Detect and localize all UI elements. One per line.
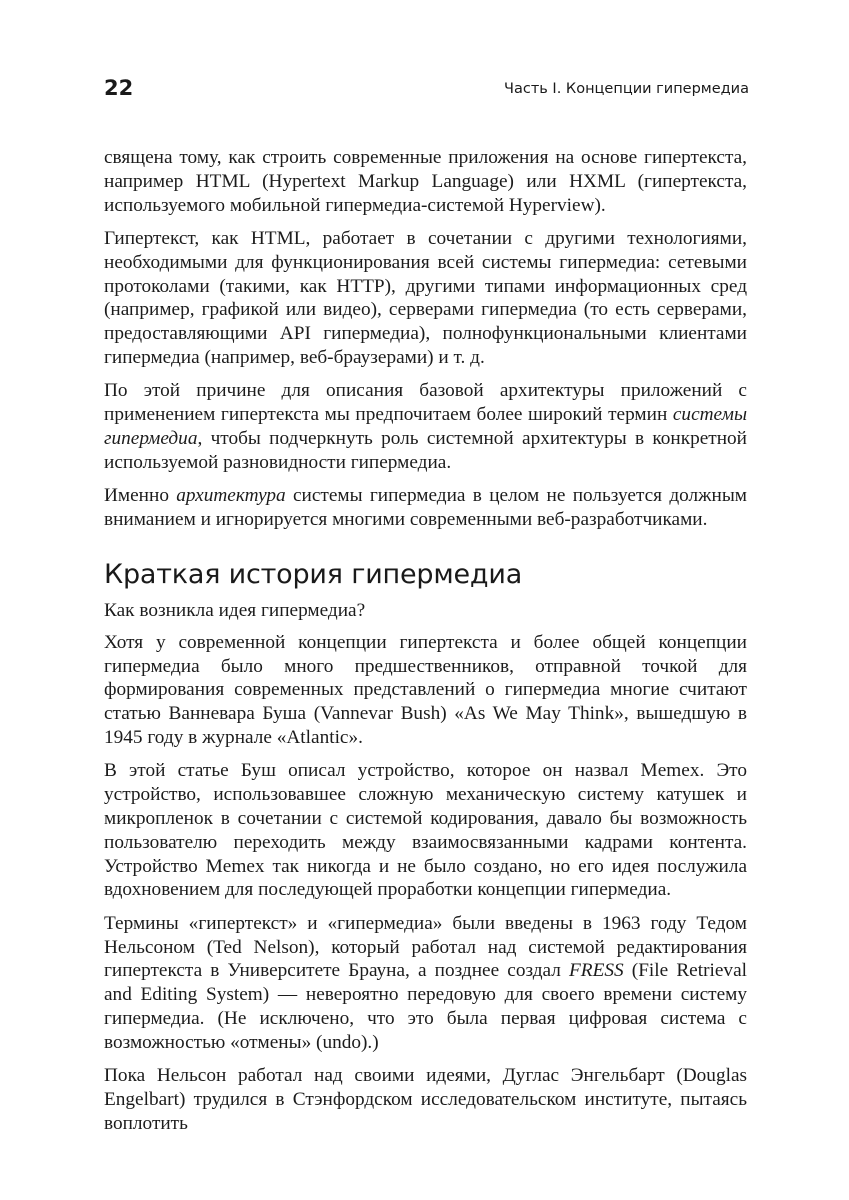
paragraph: В этой статье Буш описал устройство, которое он назвал Memex. Это устройство, использовавшее сложную механическую систему катушек и микропленок в сочетании с системой кодирования, давало бы возможность пользователю переходить между взаимосвязанными кадрами контента. Устройство Memex так никогда и не было создано, но его идея послужила вдохновением для последующей проработки концепции гипермедиа. <box>104 760 747 901</box>
paragraph-text: , чтобы подчеркнуть роль системной архитектуры в конкретной используемой разновидности гипермедиа. <box>104 427 747 473</box>
paragraph <box>104 379 747 474</box>
paragraph: Гипертекст, как HTML, работает в сочетании с другими технологиями, необходимыми для функционирования всей системы гипермедиа: сетевыми протоколами (такими, как HTTP), другими типами информационных сред (например, графикой или видео), серверами гипермедиа (то есть серверами, предоставляющими API гипермедиа), полнофункциональными клиентами гипермедиа (например, веб-браузерами) и т. д. <box>104 227 747 368</box>
page-number: 22 <box>104 76 134 100</box>
paragraph-text: Именно <box>104 485 177 507</box>
page-header <box>104 74 749 104</box>
running-head: Часть I. Концепции гипермедиа <box>504 81 749 97</box>
intro-text <box>104 146 747 532</box>
paragraph: священа тому, как строить современные приложения на основе гипертекста, например HTML (Hypertext Markup Language) или HXML (гипертекста, используемого мобильной гипермедиа-системой Hyperview). <box>104 147 747 216</box>
paragraph-text: Термины «гипертекст» и «гипермедиа» были введены в 1963 году Тедом Нельсоном (Ted Nelson), который работал над системой редактирования гипертекста в Университете Брауна, а позднее создал <box>104 912 747 982</box>
emphasized-term: архитектура <box>176 485 286 507</box>
section-lead: Как возникла идея гипермедиа? <box>104 600 366 621</box>
section-text <box>104 599 747 1145</box>
emphasized-term: FRESS <box>569 960 624 982</box>
paragraph-text: системы гипермедиа в целом не пользуется должным вниманием и игнорируется многими современными веб-разработчиками. <box>104 485 747 530</box>
paragraph-text: По этой причине для описания базовой архитектуры приложений с применением гипертекста мы предпочитаем более широкий термин <box>104 380 747 426</box>
paragraph: Пока Нельсон работал над своими идеями, Дуглас Энгельбарт (Douglas Engelbart) трудился в Стэнфордском исследовательском институте, пытаясь воплотить <box>104 1065 747 1134</box>
paragraph <box>104 912 747 1055</box>
paragraph: Хотя у современной концепции гипертекста и более общей концепции гипермедиа было много предшественников, отправной точкой для формирования современных представлений о гипермедиа многие считают статью Ванневара Буша (Vannevar Bush) «As We May Think», вышедшую в 1945 году в журнале «Atlantic». <box>104 631 747 748</box>
section-heading: Краткая история гипермедиа <box>104 559 523 590</box>
paragraph-text: (File Retrieval and Editing System) — невероятно передовую для своего времени систему гипермедиа. (Не исключено, что это была первая цифровая система с возможностью «отмены» (undo).) <box>104 960 747 1053</box>
emphasized-term: системы гипермедиа <box>104 404 747 449</box>
paragraph <box>104 484 747 532</box>
